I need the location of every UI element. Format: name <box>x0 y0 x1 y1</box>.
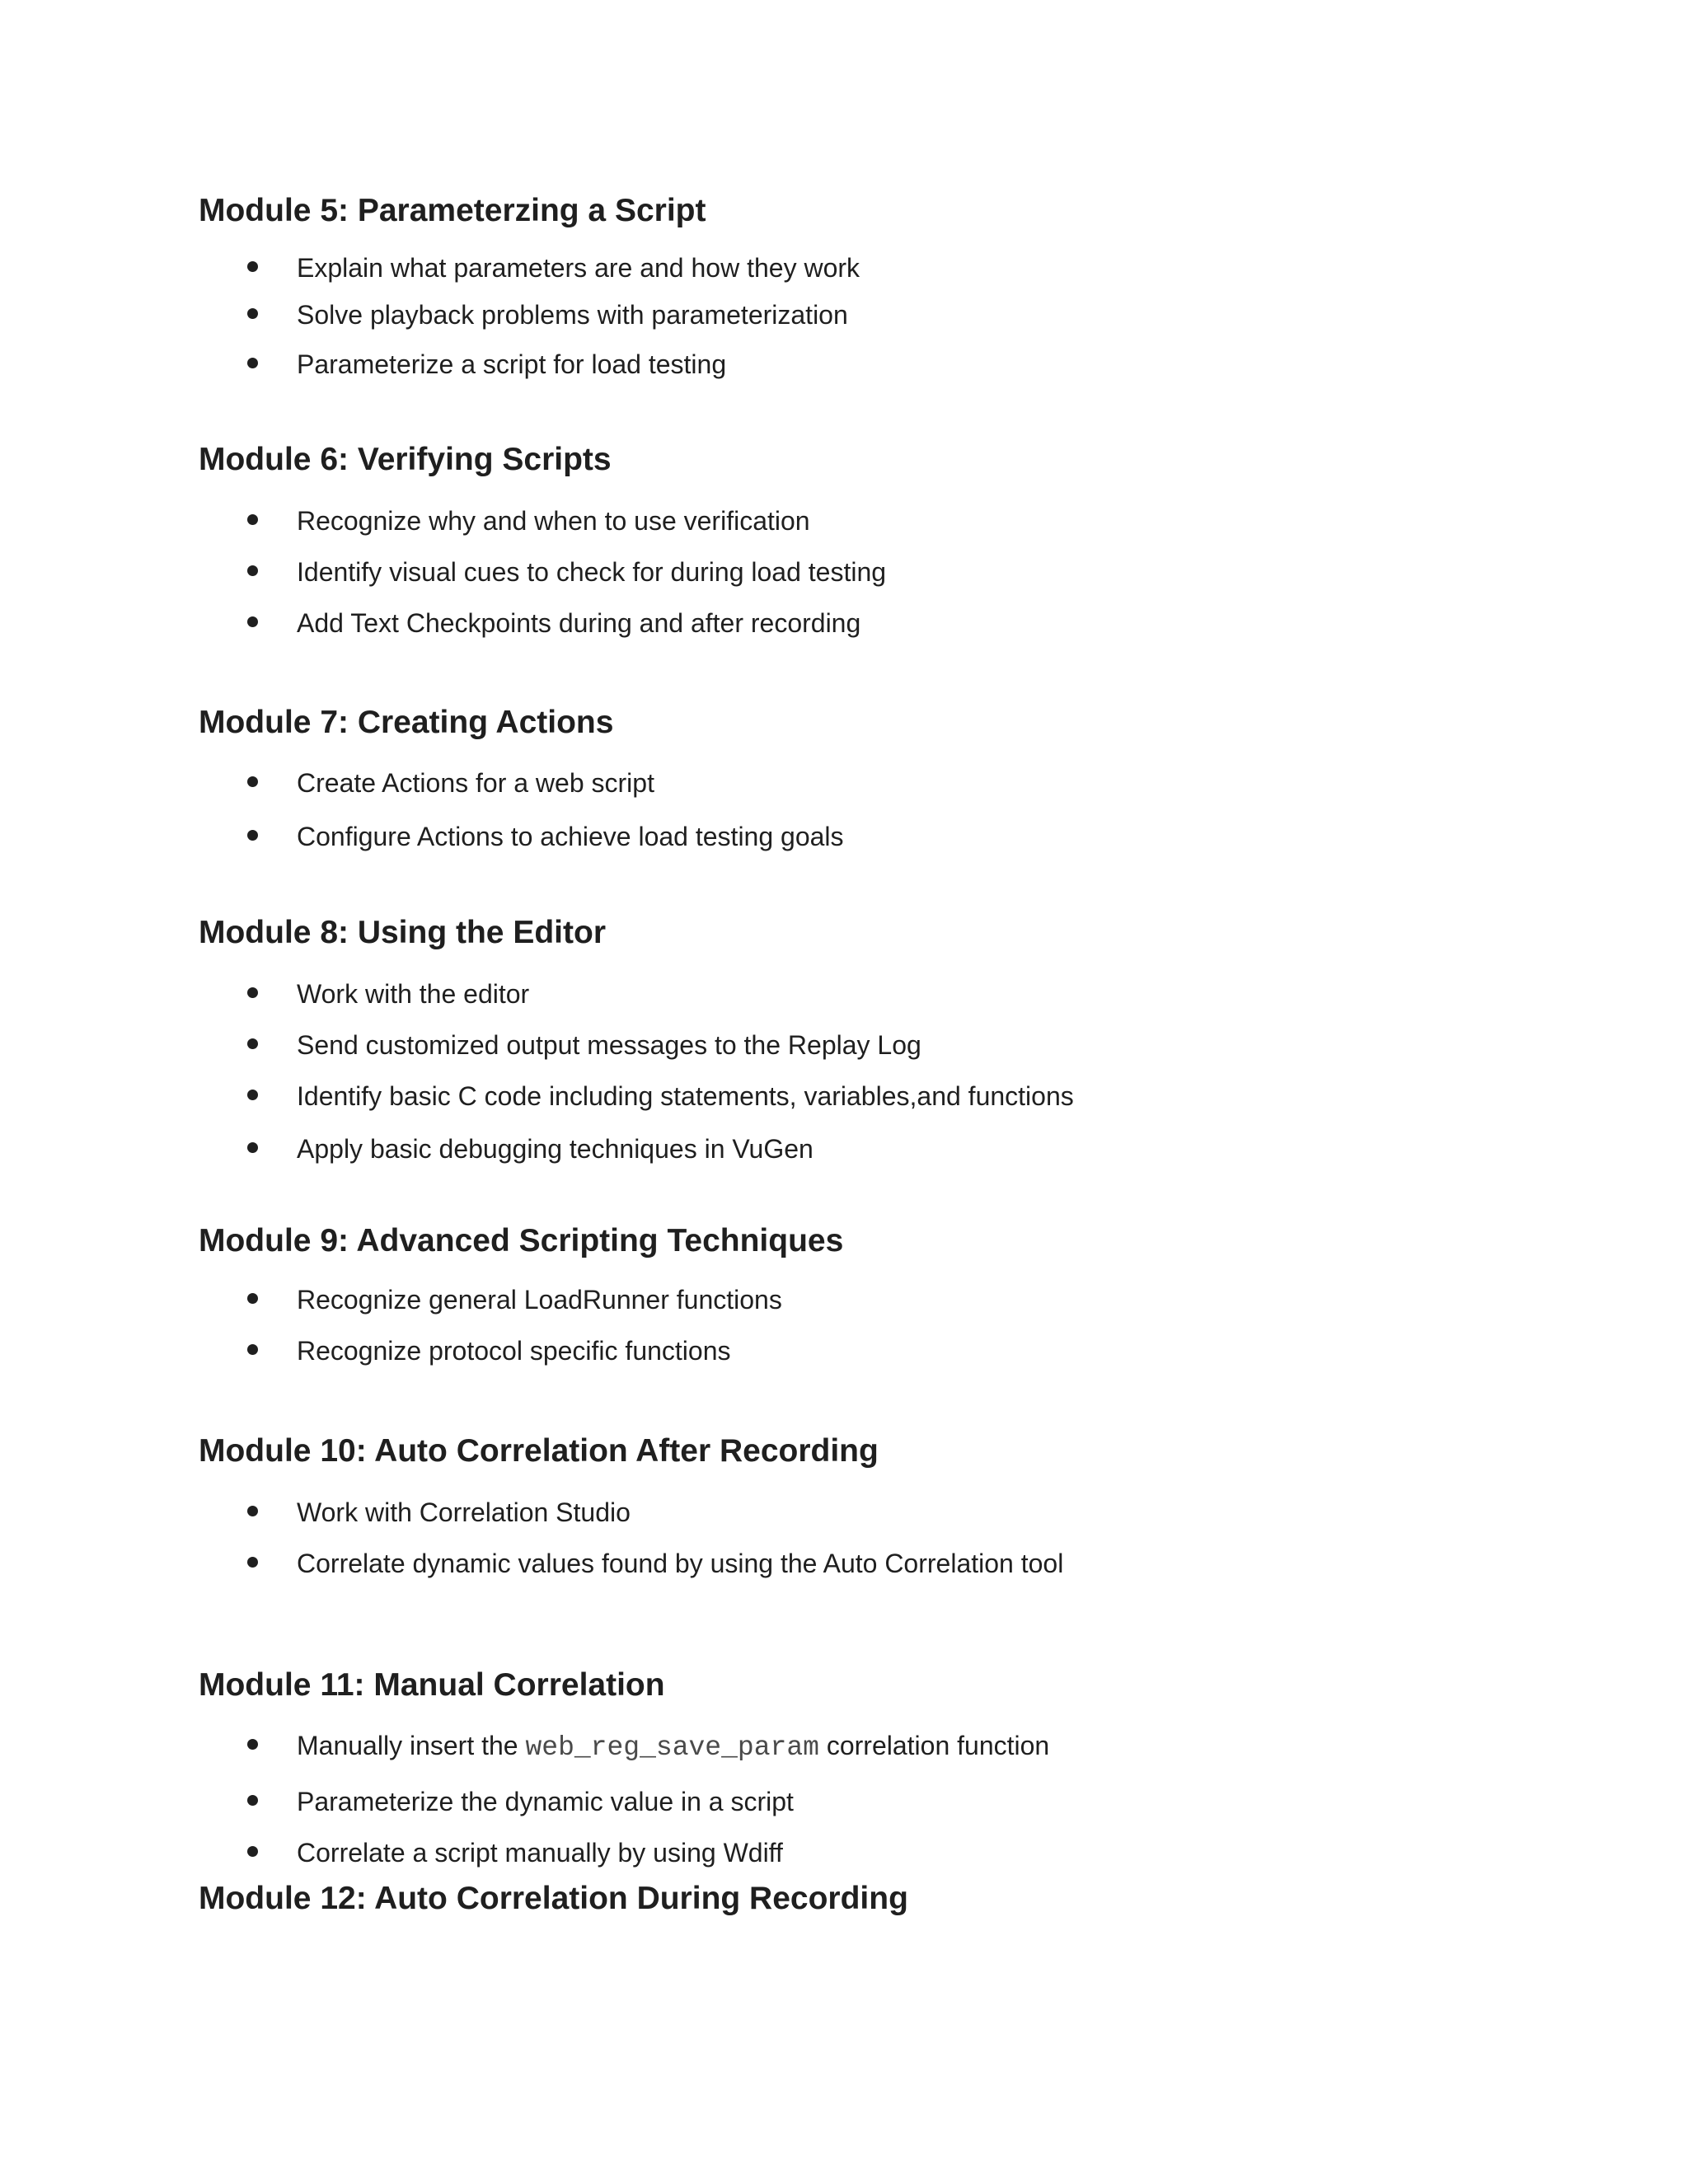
module-5-heading: Module 5: Parameterzing a Script <box>199 193 706 228</box>
bullet-icon <box>247 1293 258 1304</box>
bullet-icon <box>247 308 258 319</box>
list-item-text: Correlate dynamic values found by using the Auto Correlation tool <box>297 1549 1064 1578</box>
list-item-text: Correlate a script manually by using Wdiff <box>297 1838 783 1868</box>
list-item-text: Parameterize a script for load testing <box>297 349 727 379</box>
bullet-icon <box>247 1739 258 1750</box>
bullet-icon <box>247 830 258 841</box>
bullet-icon <box>247 565 258 576</box>
module-8-heading: Module 8: Using the Editor <box>199 915 606 950</box>
list-item-text <box>297 1727 1049 1766</box>
module-6-heading: Module 6: Verifying Scripts <box>199 442 612 477</box>
module-12-heading: Module 12: Auto Correlation During Recording <box>199 1881 908 1916</box>
module-11-heading: Module 11: Manual Correlation <box>199 1667 665 1703</box>
list-item-text: Work with the editor <box>297 979 530 1009</box>
bullet-icon <box>247 987 258 998</box>
list-item-text: Identify basic C code including statements, variables,and functions <box>297 1081 1074 1111</box>
list-item-text: Add Text Checkpoints during and after recording <box>297 608 861 638</box>
list-item-text: Send customized output messages to the Replay Log <box>297 1030 921 1060</box>
code-function-name: web_reg_save_param <box>525 1732 819 1763</box>
list-item-text: Configure Actions to achieve load testing goals <box>297 822 844 851</box>
bullet-icon <box>247 358 258 368</box>
bullet-icon <box>247 1557 258 1568</box>
module-9-heading: Module 9: Advanced Scripting Techniques <box>199 1223 844 1258</box>
module-7-heading: Module 7: Creating Actions <box>199 705 614 740</box>
bullet-icon <box>247 1090 258 1100</box>
list-item-text: Explain what parameters are and how they work <box>297 253 860 283</box>
bullet-icon <box>247 261 258 272</box>
list-item-text: Identify visual cues to check for during load testing <box>297 557 887 587</box>
list-item-text: Solve playback problems with parameterization <box>297 300 848 330</box>
bullet-icon <box>247 1795 258 1806</box>
list-item-text: Recognize why and when to use verification <box>297 506 810 536</box>
bullet-icon <box>247 1506 258 1516</box>
module-10-heading: Module 10: Auto Correlation After Recording <box>199 1433 879 1469</box>
list-item-text: Create Actions for a web script <box>297 768 654 798</box>
list-item-text: Apply basic debugging techniques in VuGen <box>297 1134 814 1164</box>
bullet-icon <box>247 1846 258 1857</box>
list-item-text: Recognize general LoadRunner functions <box>297 1285 782 1315</box>
bullet-icon <box>247 1038 258 1049</box>
list-item-text-start: Manually insert the <box>297 1731 518 1760</box>
bullet-icon <box>247 616 258 627</box>
list-item-text: Work with Correlation Studio <box>297 1497 631 1527</box>
bullet-icon <box>247 776 258 787</box>
list-item-text-end: correlation function <box>826 1731 1050 1760</box>
bullet-icon <box>247 1344 258 1355</box>
list-item-text: Parameterize the dynamic value in a script <box>297 1787 794 1816</box>
bullet-icon <box>247 514 258 525</box>
list-item-text: Recognize protocol specific functions <box>297 1336 731 1366</box>
bullet-icon <box>247 1142 258 1153</box>
